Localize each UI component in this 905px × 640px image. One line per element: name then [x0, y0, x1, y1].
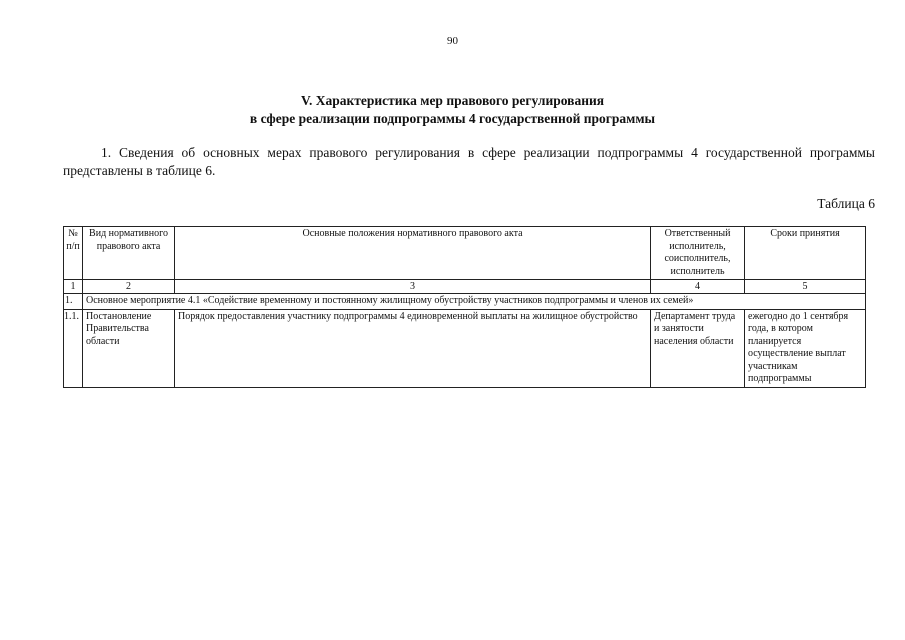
row-num: 1.1.: [64, 309, 83, 387]
column-number: 2: [83, 280, 175, 294]
column-number: 1: [64, 280, 83, 294]
row-provisions: Порядок предоставления участнику подпрограммы 4 единовременной выплаты на жилищное обустройство: [175, 309, 651, 387]
section-row: [64, 294, 866, 310]
page-number: 90: [447, 35, 458, 47]
column-number: 5: [745, 280, 866, 294]
header-deadline: Сроки принятия: [745, 227, 866, 280]
section-heading-line-1: V. Характеристика мер правового регулирования: [300, 93, 605, 108]
intro-paragraph: 1. Сведения об основных мерах правового регулирования в сфере реализации подпрограммы 4 государственной программы представлены в таблице 6.: [63, 145, 875, 178]
header-provisions: Основные положения нормативного правового акта: [175, 227, 651, 280]
header-num: № п/п: [64, 227, 83, 280]
table-row: [64, 309, 866, 387]
table-header-row: [64, 227, 866, 280]
section-title: Основное мероприятие 4.1 «Содействие временному и постоянному жилищному обустройству участников подпрограммы и членов их семей»: [83, 294, 866, 310]
legal-regulation-table: [63, 226, 866, 388]
column-number: 4: [651, 280, 745, 294]
section-num: 1.: [64, 294, 83, 310]
column-number-row: [64, 280, 866, 294]
row-act-type: Постановление Правительства области: [83, 309, 175, 387]
column-number: 3: [175, 280, 651, 294]
header-executor: Ответственный исполнитель, соисполнитель, исполнитель: [651, 227, 745, 280]
section-heading: [0, 92, 905, 128]
section-heading-line-2: в сфере реализации подпрограммы 4 государственной программы: [249, 111, 656, 126]
row-executor: Департамент труда и занятости населения области: [651, 309, 745, 387]
header-act-type: Вид нормативного правового акта: [83, 227, 175, 280]
table-caption: Таблица 6: [817, 196, 875, 211]
row-deadline: ежегодно до 1 сентября года, в котором планируется осуществление выплат участникам подпрограммы: [745, 309, 866, 387]
